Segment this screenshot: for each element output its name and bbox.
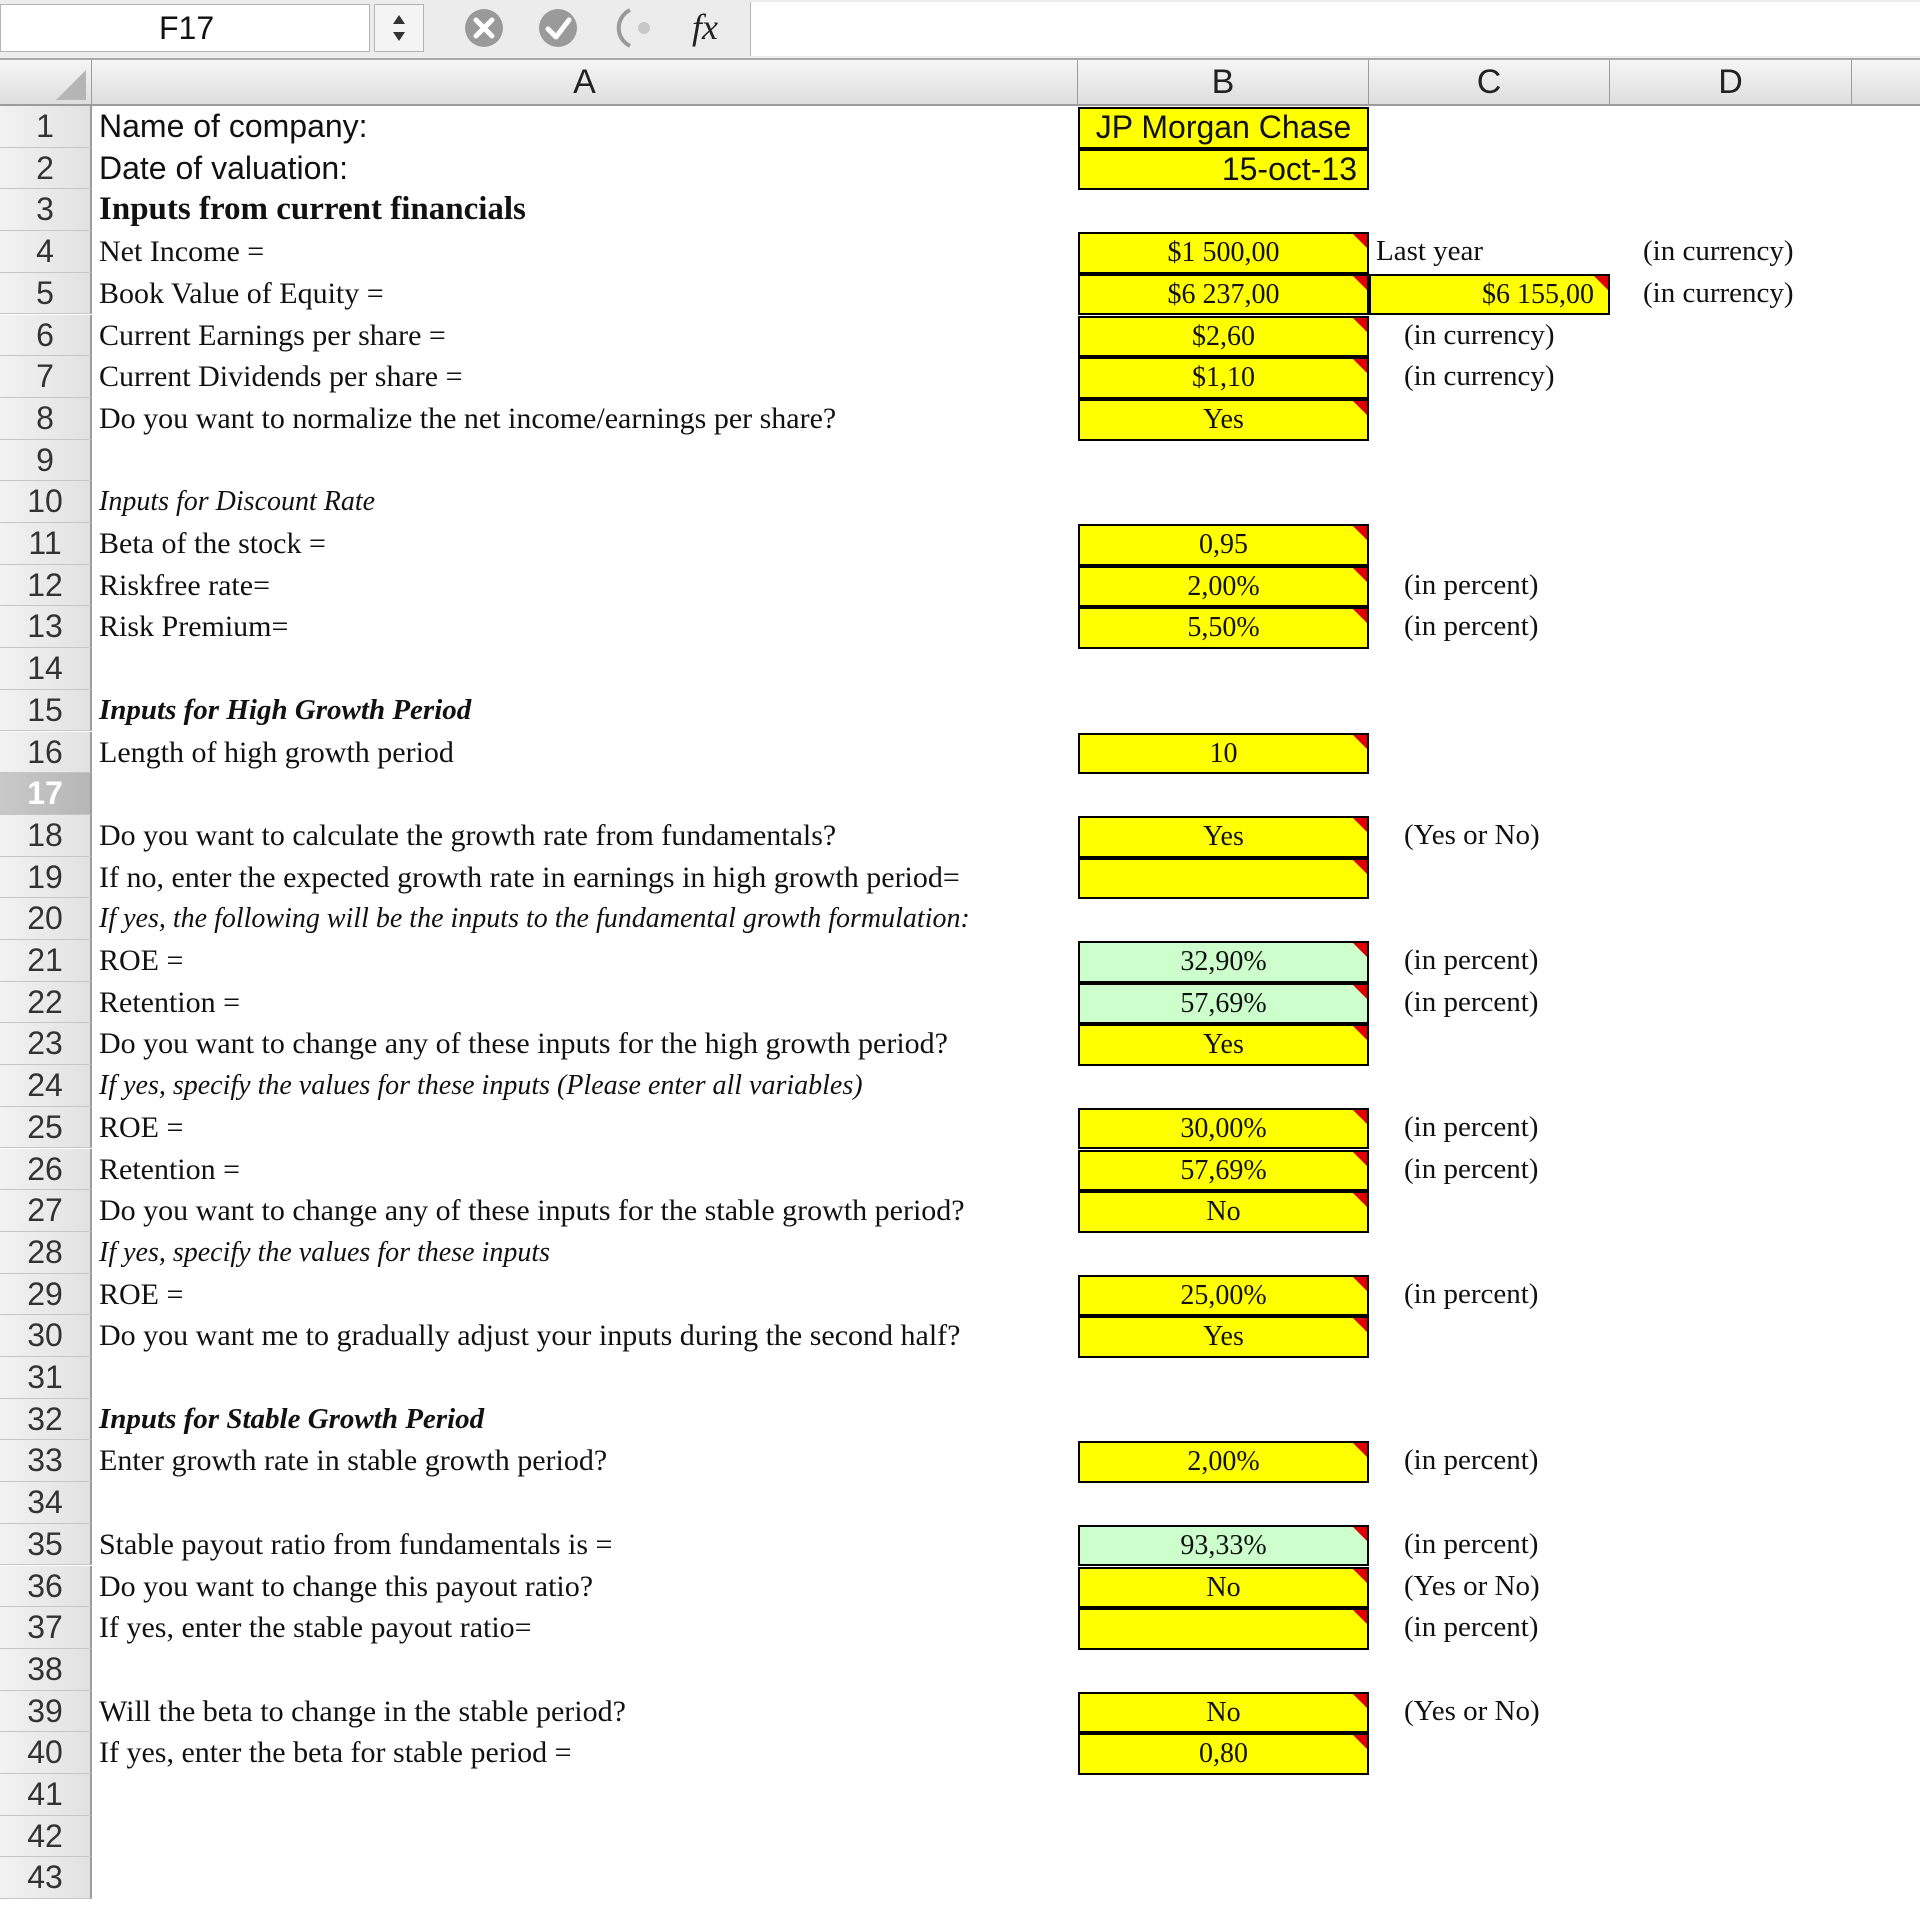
row-header-24[interactable]: 24 xyxy=(0,1065,92,1107)
row-header-35[interactable]: 35 xyxy=(0,1524,92,1566)
formula-bar xyxy=(0,0,1920,60)
row-header-21[interactable]: 21 xyxy=(0,940,92,982)
cell-b26-value: 57,69% xyxy=(1180,1154,1267,1186)
input-cell-b19[interactable] xyxy=(1078,858,1369,900)
cell-a23[interactable]: Do you want to change any of these inputs for the high growth period? xyxy=(99,1027,948,1061)
input-cell-b30[interactable] xyxy=(1078,1316,1369,1358)
select-all-corner[interactable] xyxy=(0,60,92,106)
cell-a11[interactable]: Beta of the stock = xyxy=(99,527,326,560)
cell-a40[interactable]: If yes, enter the beta for stable period = xyxy=(99,1736,572,1770)
row-header-5[interactable]: 5 xyxy=(0,273,92,315)
cell-c6: (in currency) xyxy=(1404,318,1555,351)
comment-marker-icon[interactable] xyxy=(1353,359,1367,373)
cell-c37: (in percent) xyxy=(1404,1611,1539,1644)
row-header-25[interactable]: 25 xyxy=(0,1107,92,1149)
row-header-8[interactable]: 8 xyxy=(0,398,92,440)
comment-marker-icon[interactable] xyxy=(1353,1318,1367,1332)
row-header-7[interactable]: 7 xyxy=(0,356,92,398)
cell-a21[interactable]: ROE = xyxy=(99,944,184,977)
row-header-2[interactable]: 2 xyxy=(0,148,92,190)
input-cell-b16[interactable] xyxy=(1078,733,1369,775)
chevron-up-down-icon xyxy=(375,5,423,51)
input-cell-b11[interactable] xyxy=(1078,524,1369,566)
cell-b23-value: Yes xyxy=(1203,1029,1244,1061)
cell-c13: (in percent) xyxy=(1404,610,1539,643)
row-header-41[interactable]: 41 xyxy=(0,1774,92,1816)
row-header-14[interactable]: 14 xyxy=(0,648,92,690)
row-header-20[interactable]: 20 xyxy=(0,898,92,940)
name-box[interactable]: F17 xyxy=(0,4,370,52)
row-header-26[interactable]: 26 xyxy=(0,1149,92,1191)
cell-c29: (in percent) xyxy=(1404,1277,1539,1310)
row-header-11[interactable]: 11 xyxy=(0,523,92,565)
cell-a33[interactable]: Enter growth rate in stable growth period? xyxy=(99,1444,608,1478)
column-header-e[interactable] xyxy=(1852,60,1920,106)
cell-c39: (Yes or No) xyxy=(1404,1694,1540,1727)
row-header-23[interactable]: 23 xyxy=(0,1023,92,1065)
comment-marker-icon[interactable] xyxy=(1353,1026,1367,1040)
comment-marker-icon[interactable] xyxy=(1353,1152,1367,1166)
cell-b21-value: 32,90% xyxy=(1180,946,1267,977)
cell-a1[interactable]: Name of company: xyxy=(99,108,368,144)
cell-a6[interactable]: Current Earnings per share = xyxy=(99,318,446,352)
cell-a30[interactable]: Do you want me to gradually adjust your inputs during the second half? xyxy=(99,1319,961,1353)
row-header-43[interactable]: 43 xyxy=(0,1857,92,1899)
comment-marker-icon[interactable] xyxy=(1353,735,1367,749)
input-cell-b7[interactable] xyxy=(1078,357,1369,399)
input-cell-b29[interactable] xyxy=(1078,1275,1369,1317)
row-header-27[interactable]: 27 xyxy=(0,1190,92,1232)
comment-marker-icon[interactable] xyxy=(1353,568,1367,582)
cell-a37[interactable]: If yes, enter the stable payout ratio= xyxy=(99,1611,532,1645)
cell-a13[interactable]: Risk Premium= xyxy=(99,610,289,644)
cell-a7[interactable]: Current Dividends per share = xyxy=(99,360,463,394)
comment-marker-icon[interactable] xyxy=(1353,1569,1367,1583)
row-header-36[interactable]: 36 xyxy=(0,1566,92,1608)
row-header-37[interactable]: 37 xyxy=(0,1607,92,1649)
row-header-29[interactable]: 29 xyxy=(0,1274,92,1316)
comment-marker-icon[interactable] xyxy=(1353,985,1367,999)
cell-a28[interactable]: If yes, specify the values for these inputs xyxy=(99,1236,550,1268)
cell-b5-value: $6 237,00 xyxy=(1167,278,1280,310)
column-header-b[interactable]: B xyxy=(1078,60,1369,106)
cell-a5[interactable]: Book Value of Equity = xyxy=(99,276,384,310)
row-header-4[interactable]: 4 xyxy=(0,231,92,273)
cell-a12[interactable]: Riskfree rate= xyxy=(99,568,271,602)
input-cell-b36[interactable] xyxy=(1078,1567,1369,1609)
comment-marker-icon[interactable] xyxy=(1353,526,1367,540)
cell-c36: (Yes or No) xyxy=(1404,1569,1540,1602)
comment-marker-icon[interactable] xyxy=(1594,276,1608,290)
comment-marker-icon[interactable] xyxy=(1353,1443,1367,1457)
row-header-22[interactable]: 22 xyxy=(0,982,92,1024)
comment-marker-icon[interactable] xyxy=(1353,609,1367,623)
cell-c26: (in percent) xyxy=(1404,1152,1539,1185)
cell-c12: (in percent) xyxy=(1404,568,1539,601)
cell-a20[interactable]: If yes, the following will be the inputs to the fundamental growth formulation: xyxy=(99,903,970,935)
confirm-icon[interactable] xyxy=(539,9,577,47)
row-header-40[interactable]: 40 xyxy=(0,1732,92,1774)
cancel-icon[interactable] xyxy=(465,9,503,47)
cell-a16[interactable]: Length of high growth period xyxy=(99,735,454,769)
cell-a26[interactable]: Retention = xyxy=(99,1152,241,1186)
cell-b4-value: $1 500,00 xyxy=(1167,237,1280,269)
cell-c22: (in percent) xyxy=(1404,985,1539,1018)
select-all-triangle-icon xyxy=(0,60,90,104)
cell-a8[interactable]: Do you want to normalize the net income/earnings per share? xyxy=(99,401,837,435)
cell-b35-value: 93,33% xyxy=(1180,1529,1267,1561)
row-header-3[interactable]: 3 xyxy=(0,189,92,231)
cell-a19[interactable]: If no, enter the expected growth rate in earnings in high growth period= xyxy=(99,860,960,894)
input-cell-b6[interactable] xyxy=(1078,316,1369,358)
cell-a25[interactable]: ROE = xyxy=(99,1110,184,1144)
cell-a35[interactable]: Stable payout ratio from fundamentals is = xyxy=(99,1527,613,1561)
column-header-a[interactable]: A xyxy=(92,60,1078,106)
cell-b2-value: 15-oct-13 xyxy=(1221,150,1357,187)
row-header-42[interactable]: 42 xyxy=(0,1816,92,1858)
comment-marker-icon[interactable] xyxy=(1353,318,1367,332)
row-header-13[interactable]: 13 xyxy=(0,606,92,648)
column-header-c[interactable]: C xyxy=(1369,60,1610,106)
row-header-6[interactable]: 6 xyxy=(0,315,92,357)
row-header-28[interactable]: 28 xyxy=(0,1232,92,1274)
cell-b1-value: JP Morgan Chase xyxy=(1095,109,1352,145)
cell-b13-value: 5,50% xyxy=(1187,612,1260,644)
input-cell-b8[interactable] xyxy=(1078,399,1369,441)
row-header-19[interactable]: 19 xyxy=(0,857,92,899)
row-header-15[interactable]: 15 xyxy=(0,690,92,732)
cell-b33-value: 2,00% xyxy=(1187,1446,1260,1478)
cell-b29-value: 25,00% xyxy=(1180,1279,1267,1311)
cell-b7-value: $1,10 xyxy=(1192,362,1255,394)
cell-c33: (in percent) xyxy=(1404,1444,1539,1477)
comment-marker-icon[interactable] xyxy=(1353,1110,1367,1124)
input-cell-b25[interactable] xyxy=(1078,1108,1369,1150)
function-wizard-icon[interactable] xyxy=(619,10,650,46)
comment-marker-icon[interactable] xyxy=(1353,1610,1367,1624)
row-header-1[interactable]: 1 xyxy=(0,106,92,148)
input-cell-b40[interactable] xyxy=(1078,1733,1369,1775)
row-header-39[interactable]: 39 xyxy=(0,1691,92,1733)
cell-b6-value: $2,60 xyxy=(1192,320,1255,352)
input-cell-b39[interactable] xyxy=(1078,1692,1369,1734)
cell-b36-value: No xyxy=(1206,1571,1241,1603)
cell-a18[interactable]: Do you want to calculate the growth rate from fundamentals? xyxy=(99,818,837,852)
input-cell-b23[interactable] xyxy=(1078,1024,1369,1066)
cell-a4[interactable]: Net Income = xyxy=(99,235,265,269)
row-header-9[interactable]: 9 xyxy=(0,440,92,482)
cell-b18-value: Yes xyxy=(1203,820,1244,852)
cell-a27[interactable]: Do you want to change any of these inputs for the stable growth period? xyxy=(99,1194,965,1228)
row-header-32[interactable]: 32 xyxy=(0,1399,92,1441)
input-cell-b33[interactable] xyxy=(1078,1441,1369,1483)
cell-b11-value: 0,95 xyxy=(1199,529,1248,560)
comment-marker-icon[interactable] xyxy=(1353,1527,1367,1541)
cell-c21: (in percent) xyxy=(1404,944,1539,976)
input-cell-b27[interactable] xyxy=(1078,1191,1369,1233)
comment-marker-icon[interactable] xyxy=(1353,1193,1367,1207)
cell-a22[interactable]: Retention = xyxy=(99,985,241,1019)
comment-marker-icon[interactable] xyxy=(1353,818,1367,832)
row-header-16[interactable]: 16 xyxy=(0,732,92,774)
cell-b39-value: No xyxy=(1206,1696,1241,1728)
input-cell-b12[interactable] xyxy=(1078,566,1369,608)
cell-c7: (in currency) xyxy=(1404,360,1555,393)
input-cell-c5[interactable] xyxy=(1369,274,1610,316)
cell-a39[interactable]: Will the beta to change in the stable period? xyxy=(99,1694,626,1728)
input-cell-b2[interactable] xyxy=(1078,149,1369,191)
input-cell-b4[interactable] xyxy=(1078,232,1369,274)
row-header-30[interactable]: 30 xyxy=(0,1315,92,1357)
row-header-12[interactable]: 12 xyxy=(0,565,92,607)
cell-c5-value: $6 155,00 xyxy=(1482,278,1594,310)
comment-marker-icon[interactable] xyxy=(1353,1735,1367,1749)
comment-marker-icon[interactable] xyxy=(1353,943,1367,957)
cell-c25: (in percent) xyxy=(1404,1110,1539,1143)
row-header-31[interactable]: 31 xyxy=(0,1357,92,1399)
cell-b27-value: No xyxy=(1206,1196,1241,1228)
row-header-38[interactable]: 38 xyxy=(0,1649,92,1691)
row-header-18[interactable]: 18 xyxy=(0,815,92,857)
cell-a10[interactable]: Inputs for Discount Rate xyxy=(99,486,376,518)
cell-b22-value: 57,69% xyxy=(1180,987,1267,1019)
formula-bar-tools xyxy=(430,4,748,52)
row-header-10[interactable]: 10 xyxy=(0,481,92,523)
spreadsheet-grid xyxy=(0,60,1920,1907)
cell-b12-value: 2,00% xyxy=(1187,570,1260,602)
input-cell-b26[interactable] xyxy=(1078,1150,1369,1192)
formula-input[interactable] xyxy=(750,2,1920,56)
cell-d5: (in currency) xyxy=(1643,276,1794,309)
cell-b40-value: 0,80 xyxy=(1199,1738,1248,1770)
comment-marker-icon[interactable] xyxy=(1353,234,1367,248)
cell-b16-value: 10 xyxy=(1209,737,1238,769)
cell-c18: (Yes or No) xyxy=(1404,818,1540,851)
cell-a3[interactable]: Inputs from current financials xyxy=(99,191,526,228)
row-header-33[interactable]: 33 xyxy=(0,1440,92,1482)
cell-b30-value: Yes xyxy=(1203,1321,1244,1353)
input-cell-b5[interactable] xyxy=(1078,274,1369,316)
cell-b25-value: 30,00% xyxy=(1180,1112,1267,1144)
input-cell-b35[interactable] xyxy=(1078,1525,1369,1567)
cell-c4: Last year xyxy=(1376,235,1484,268)
fx-icon[interactable]: fx xyxy=(692,7,718,47)
comment-marker-icon[interactable] xyxy=(1353,1694,1367,1708)
cell-b8-value: Yes xyxy=(1203,403,1244,435)
cell-a24[interactable]: If yes, specify the values for these inputs (Please enter all variables) xyxy=(99,1070,863,1102)
comment-marker-icon[interactable] xyxy=(1353,401,1367,415)
input-cell-b18[interactable] xyxy=(1078,816,1369,858)
cell-a32[interactable]: Inputs for Stable Growth Period xyxy=(99,1402,485,1435)
cell-d4: (in currency) xyxy=(1643,235,1794,268)
cell-a36[interactable]: Do you want to change this payout ratio? xyxy=(99,1569,594,1603)
cell-a29[interactable]: ROE = xyxy=(99,1277,184,1311)
comment-marker-icon[interactable] xyxy=(1353,1277,1367,1291)
name-box-dropdown-button[interactable] xyxy=(374,4,424,52)
input-cell-b21[interactable] xyxy=(1078,941,1369,983)
input-cell-b22[interactable] xyxy=(1078,983,1369,1025)
column-header-d[interactable]: D xyxy=(1610,60,1852,106)
comment-marker-icon[interactable] xyxy=(1353,276,1367,290)
input-cell-b13[interactable] xyxy=(1078,607,1369,649)
cell-c35: (in percent) xyxy=(1404,1527,1539,1560)
input-cell-b37[interactable] xyxy=(1078,1608,1369,1650)
row-header-34[interactable]: 34 xyxy=(0,1482,92,1524)
comment-marker-icon[interactable] xyxy=(1353,860,1367,874)
cell-a15[interactable]: Inputs for High Growth Period xyxy=(99,693,472,726)
row-header-17[interactable]: 17 xyxy=(0,773,92,815)
cell-a2[interactable]: Date of valuation: xyxy=(99,149,349,186)
input-cell-b1[interactable] xyxy=(1078,107,1369,149)
